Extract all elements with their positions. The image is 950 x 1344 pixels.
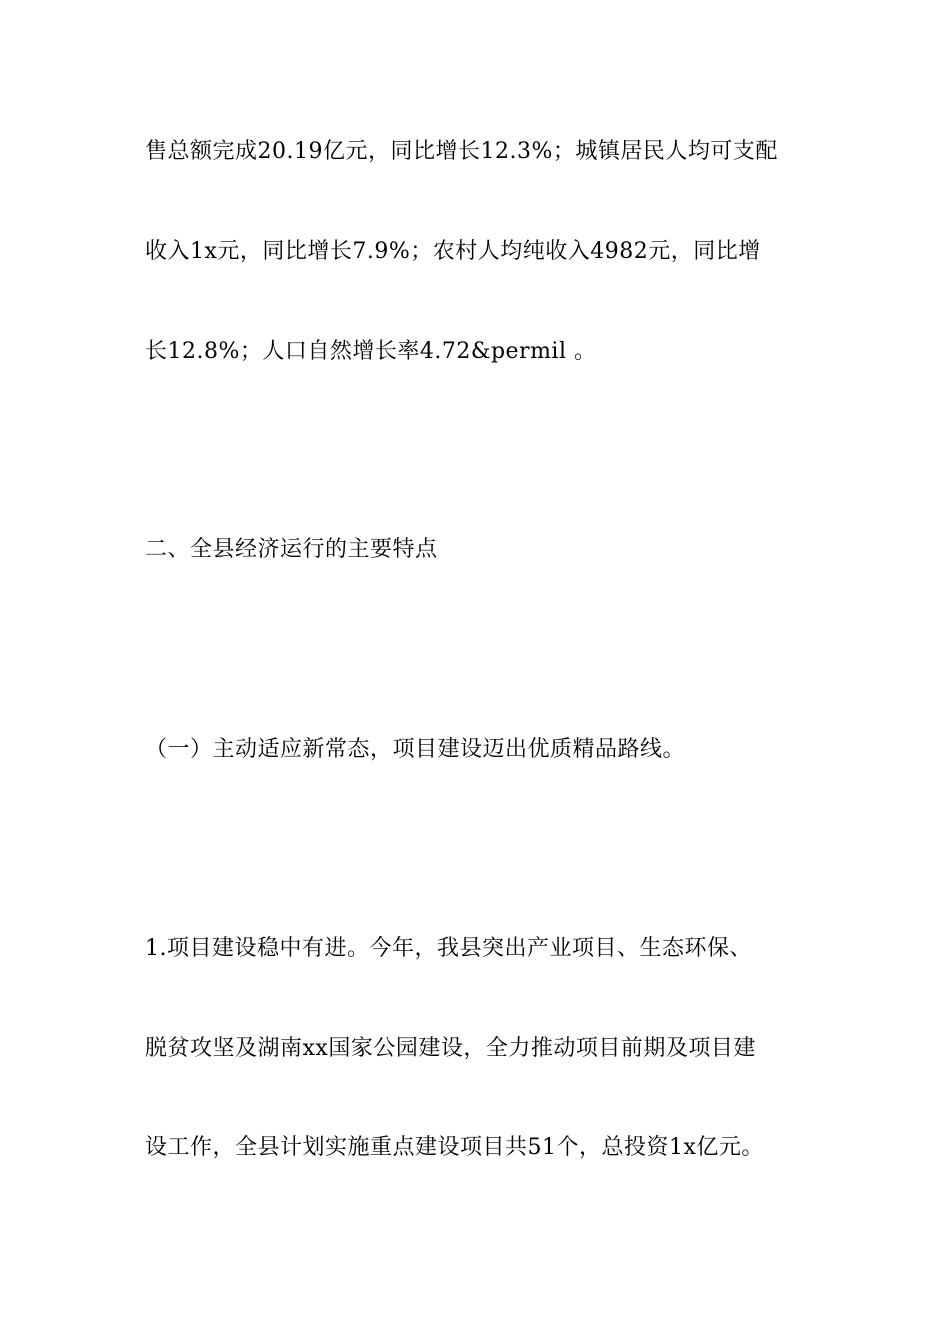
intro-paragraph-line-1: 售总额完成20.19亿元，同比增长12.3%；城镇居民人均可支配: [145, 139, 778, 164]
intro-paragraph-line-3: 长12.8%；人口自然增长率4.72&permil 。: [145, 339, 597, 364]
intro-paragraph-line-2: 收入1x元，同比增长7.9%；农村人均纯收入4982元，同比增: [145, 239, 761, 264]
subsection-heading: （一）主动适应新常态，项目建设迈出优质精品路线。: [145, 737, 686, 762]
projects-paragraph-line-1: 1.项目建设稳中有进。今年，我县突出产业项目、生态环保、: [145, 936, 752, 961]
section-heading: 二、全县经济运行的主要特点: [145, 537, 438, 562]
projects-paragraph-line-3: 设工作，全县计划实施重点建设项目共51个，总投资1x亿元。: [145, 1135, 764, 1160]
projects-paragraph-line-2: 脱贫攻坚及湖南xx国家公园建设，全力推动项目前期及项目建: [145, 1036, 756, 1061]
